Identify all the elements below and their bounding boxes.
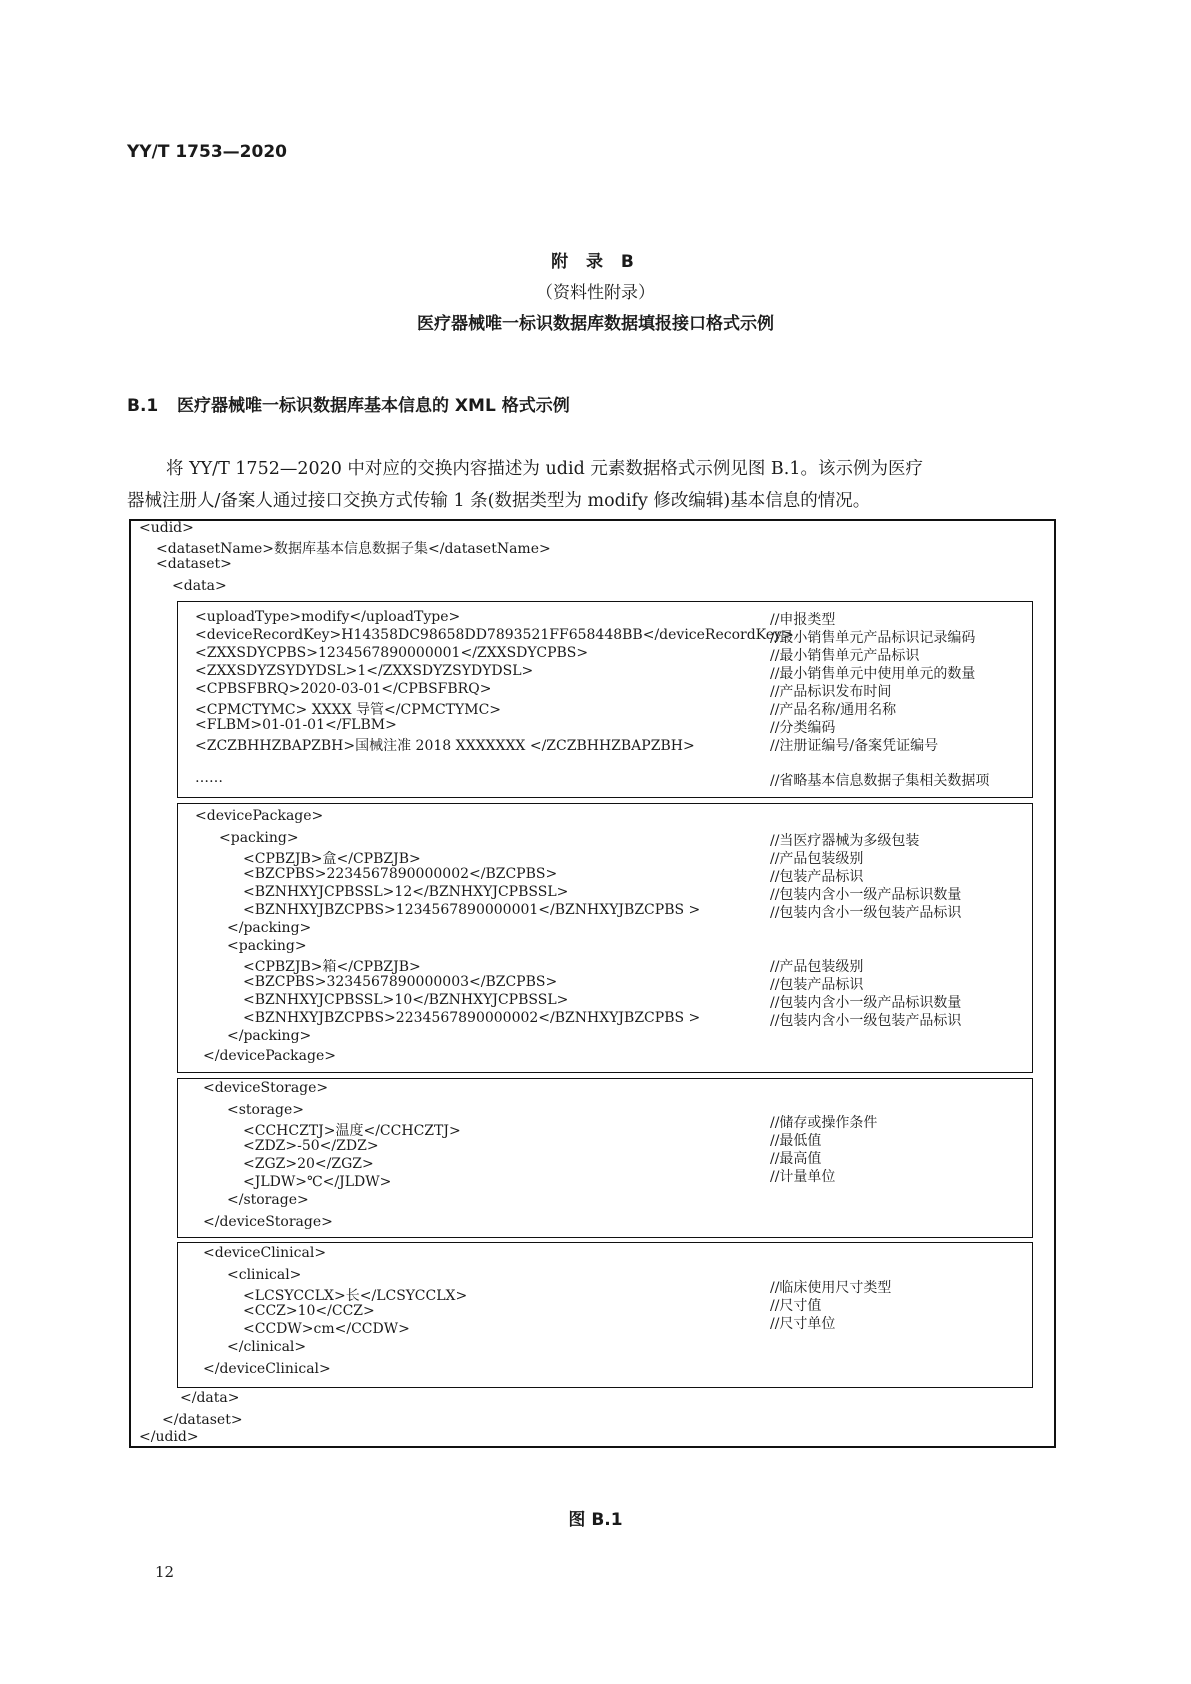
storage-open: <storage> [227,1102,304,1118]
clinical-comment-1: //临床使用尺寸类型 [770,1280,892,1296]
appendix-title: 医疗器械唯一标识数据库数据填报接口格式示例 [417,314,774,334]
device-clinical-open: <deviceClinical> [203,1245,327,1261]
packing-1-code-1: <CPBZJB>盒</CPBZJB> [243,851,421,867]
paragraph-line-1: 将 YY/T 1752—2020 中对应的交换内容描述为 udid 元素数据格式示例见图 B.1。该示例为医疗 [166,459,923,479]
storage-comment-4: //计量单位 [770,1169,836,1185]
appendix-type: （资料性附录） [536,283,655,303]
data-open-tag: <data> [172,578,227,594]
basic-comment-5: //产品标识发布时间 [770,684,892,700]
packing-2-comment-1: //产品包装级别 [770,959,864,975]
clinical-open: <clinical> [227,1267,302,1283]
dataset-name-line: <datasetName>数据库基本信息数据子集</datasetName> [156,541,551,557]
dataset-close-tag: </dataset> [162,1412,243,1428]
packing-1-close: </packing> [227,920,312,936]
clinical-comment-2: //尺寸值 [770,1298,822,1314]
basic-code-6: <CPMCTYMC> XXXX 导管</CPMCTYMC> [195,702,502,718]
device-storage-open: <deviceStorage> [203,1080,329,1096]
ellipsis: …… [195,770,223,786]
section-title: 医疗器械唯一标识数据库基本信息的 XML 格式示例 [177,396,570,416]
packing-2-code-4: <BZNHXYJBZCPBS>2234567890000002</BZNHXYJBZCPBS > [243,1010,701,1026]
basic-comment-6: //产品名称/通用名称 [770,702,897,718]
packing-1-code-3: <BZNHXYJCPBSSL>12</BZNHXYJCPBSSL> [243,884,569,900]
basic-code-8: <ZCZBHHZBAPZBH>国械注准 2018 XXXXXXX </ZCZBHHZBAPZBH> [195,738,695,754]
basic-code-2: <deviceRecordKey>H14358DC98658DD7893521FF658448BB</deviceRecordKey> [195,627,794,643]
packing-2-code-1: <CPBZJB>箱</CPBZJB> [243,959,421,975]
udid-open-tag: <udid> [139,520,194,536]
clinical-code-2: <CCZ>10</CCZ> [243,1303,375,1319]
packing-2-comment-2: //包装产品标识 [770,977,864,993]
basic-code-5: <CPBSFBRQ>2020-03-01</CPBSFBRQ> [195,681,492,697]
packing-1-comment-2: //包装产品标识 [770,869,864,885]
storage-comment-2: //最低值 [770,1133,822,1149]
ellipsis-comment: //省略基本信息数据子集相关数据项 [770,773,990,789]
packing-2-close: </packing> [227,1028,312,1044]
basic-comment-8: //注册证编号/备案凭证编号 [770,738,939,754]
data-close-tag: </data> [180,1390,240,1406]
appendix-label: 附 录 B [551,252,640,272]
paragraph-line-2: 器械注册人/备案人通过接口交换方式传输 1 条(数据类型为 modify 修改编辑)基本信息的情况。 [127,491,871,511]
section-heading [127,391,570,416]
basic-comment-1: //申报类型 [770,612,836,628]
basic-comment-4: //最小销售单元中使用单元的数量 [770,666,976,682]
storage-code-2: <ZDZ>-50</ZDZ> [243,1138,379,1154]
device-package-close: </devicePackage> [203,1048,336,1064]
udid-close-tag: </udid> [139,1429,199,1445]
device-storage-close: </deviceStorage> [203,1214,333,1230]
figure-caption: 图 B.1 [568,1510,623,1530]
packing-1-code-4: <BZNHXYJBZCPBS>1234567890000001</BZNHXYJBZCPBS > [243,902,701,918]
clinical-code-3: <CCDW>cm</CCDW> [243,1321,410,1337]
storage-code-3: <ZGZ>20</ZGZ> [243,1156,374,1172]
packing-2-comment-4: //包装内含小一级包装产品标识 [770,1013,962,1029]
storage-comment-1: //储存或操作条件 [770,1115,878,1131]
basic-code-4: <ZXXSDYZSYDYDSL>1</ZXXSDYZSYDYDSL> [195,663,534,679]
packing-1-comment-3: //包装内含小一级产品标识数量 [770,887,962,903]
packing-1-comment-4: //包装内含小一级包装产品标识 [770,905,962,921]
basic-comment-2: //最小销售单元产品标识记录编码 [770,630,976,646]
storage-close: </storage> [227,1192,309,1208]
packing-2-comment-3: //包装内含小一级产品标识数量 [770,995,962,1011]
clinical-comment-3: //尺寸单位 [770,1316,836,1332]
clinical-close: </clinical> [227,1339,307,1355]
basic-code-7: <FLBM>01-01-01</FLBM> [195,717,397,733]
device-clinical-close: </deviceClinical> [203,1361,331,1377]
packing-1-code-2: <BZCPBS>2234567890000002</BZCPBS> [243,866,558,882]
packing-2-open: <packing> [227,938,307,954]
clinical-code-1: <LCSYCCLX>长</LCSYCCLX> [243,1288,468,1304]
packing-1-comment-1: //产品包装级别 [770,851,864,867]
storage-code-1: <CCHCZTJ>温度</CCHCZTJ> [243,1123,461,1139]
device-package-open: <devicePackage> [195,808,324,824]
storage-code-4: <JLDW>℃</JLDW> [243,1174,392,1190]
standard-code: YY/T 1753—2020 [127,142,287,162]
storage-comment-3: //最高值 [770,1151,822,1167]
packing-1-comment: //当医疗器械为多级包装 [770,833,920,849]
basic-code-3: <ZXXSDYCPBS>1234567890000001</ZXXSDYCPBS> [195,645,589,661]
packing-1-open: <packing> [219,830,299,846]
page-number: 12 [155,1563,175,1581]
section-number: B.1 [127,396,159,416]
basic-code-1: <uploadType>modify</uploadType> [195,609,461,625]
basic-comment-7: //分类编码 [770,720,836,736]
dataset-open-tag: <dataset> [156,556,232,572]
packing-2-code-3: <BZNHXYJCPBSSL>10</BZNHXYJCPBSSL> [243,992,569,1008]
packing-2-code-2: <BZCPBS>3234567890000003</BZCPBS> [243,974,558,990]
basic-comment-3: //最小销售单元产品标识 [770,648,920,664]
